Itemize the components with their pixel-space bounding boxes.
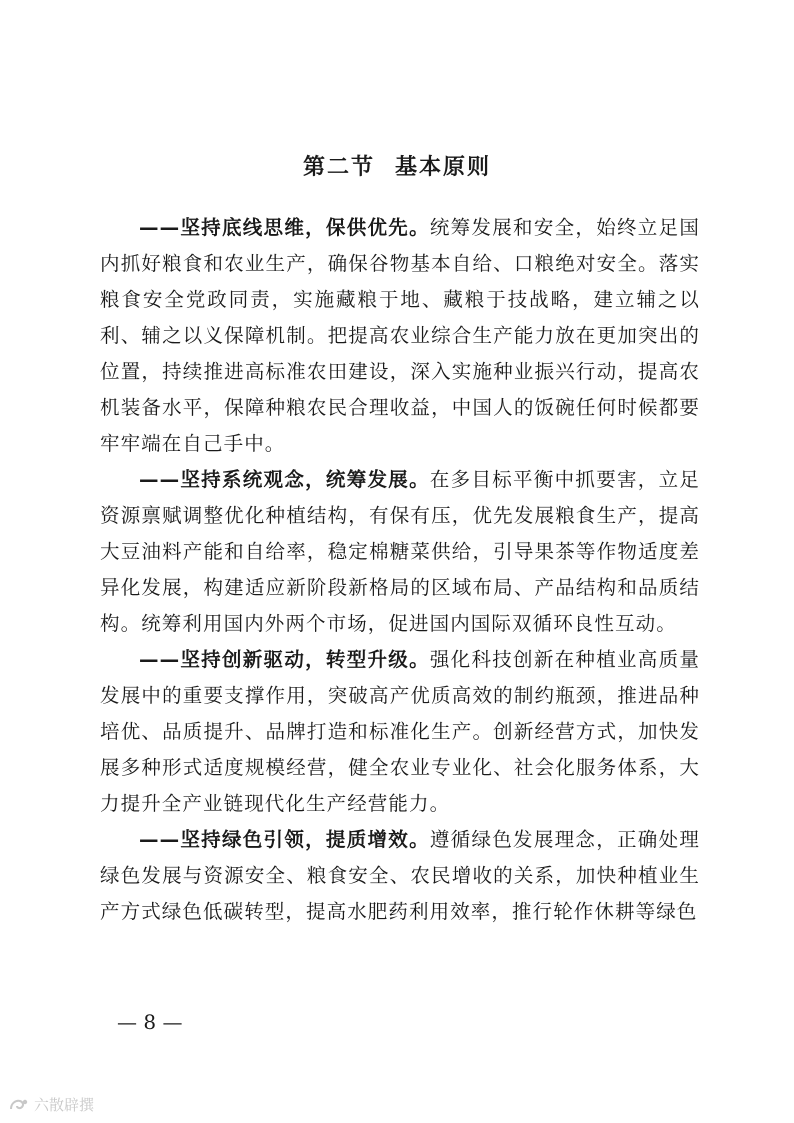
principle-text: 遵循绿色发展理念，正确处理绿色发展与资源安全、粮食安全、农民增收的关系，加快种植业生产方式绿色低碳转型，提高水肥药利用效率，推行轮作休耕等绿色: [100, 828, 700, 923]
principle-text: 强化科技创新在种植业高质量发展中的重要支撑作用，突破高产优质高效的制约瓶颈，推进品种培优、品质提升、品牌打造和标准化生产。创新经营方式，加快发展多种形式适度规模经营，健全农业专业化、社会化服务体系，大力提升全产业链现代化生产经营能力。: [100, 648, 700, 815]
watermark-logo-icon: [8, 1097, 30, 1113]
watermark-text: 六散辟撰: [34, 1096, 95, 1114]
principle-lead: ——坚持创新驱动，转型升级。: [139, 648, 430, 671]
principle-paragraph: [100, 822, 700, 930]
section-name: 基本原则: [395, 155, 492, 180]
body-text: [100, 210, 700, 930]
principle-text: 统筹发展和安全，始终立足国内抓好粮食和农业生产，确保谷物基本自给、口粮绝对安全。落实粮食安全党政同责，实施藏粮于地、藏粮于技战略，建立辅之以利、辅之以义保障机制。把提高农业综合生产能力放在更加突出的位置，持续推进高标准农田建设，深入实施种业振兴行动，提高农机装备水平，保障种粮农民合理收益，中国人的饭碗任何时候都要牢牢端在自己手中。: [100, 216, 700, 455]
principle-lead: ——坚持绿色引领，提质增效。: [139, 828, 430, 851]
principle-text: 在多目标平衡中抓要害，立足资源禀赋调整优化种植结构，有保有压，优先发展粮食生产，提高大豆油料产能和自给率，稳定棉糖菜供给，引导果茶等作物适度差异化发展，构建适应新阶段新格局的区域布局、产品结构和品质结构。统筹利用国内外两个市场，促进国内国际双循环良性互动。: [100, 468, 700, 635]
principle-paragraph: [100, 462, 700, 642]
section-number: 第二节: [302, 155, 375, 180]
principle-paragraph: [100, 210, 700, 462]
principle-lead: ——坚持底线思维，保供优先。: [139, 216, 430, 239]
section-title: [0, 150, 794, 181]
principle-paragraph: [100, 642, 700, 822]
page-number: — 8 —: [117, 1010, 183, 1034]
principle-lead: ——坚持系统观念，统筹发展。: [139, 468, 430, 491]
watermark: [8, 1094, 94, 1115]
